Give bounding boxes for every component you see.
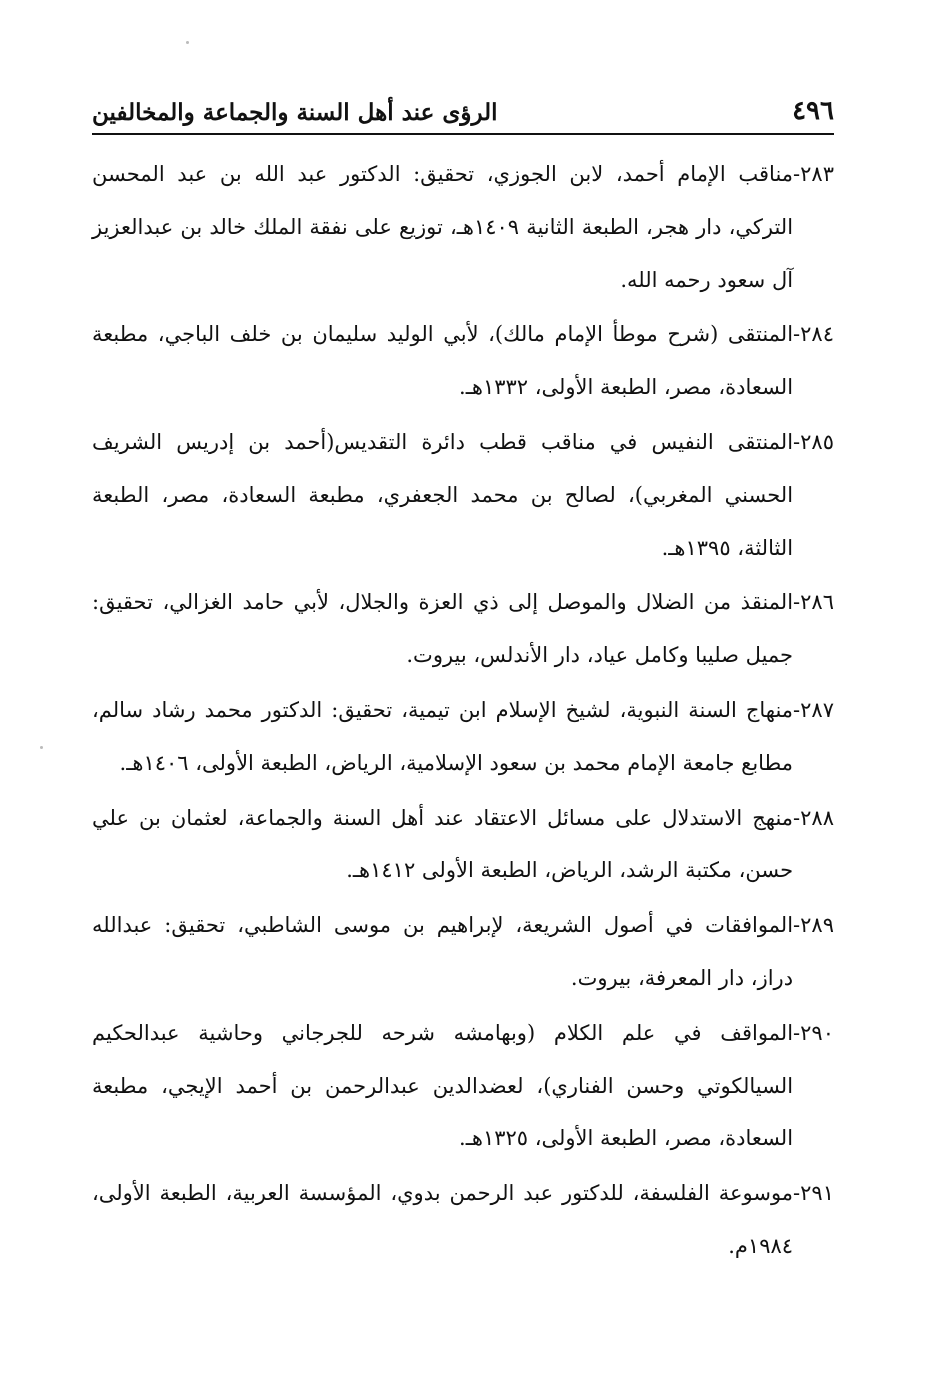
- scan-speck: [186, 41, 189, 44]
- bibliography-entry-288: [92, 792, 834, 898]
- entry-text: الموافقات في أصول الشريعة، لإبراهيم بن موسى الشاطبي، تحقيق: عبدالله دراز، دار المعرفة، بيروت.: [92, 913, 794, 990]
- entry-text: المنقذ من الضلال والموصل إلى ذي العزة والجلال، لأبي حامد الغزالي، تحقيق: جميل صليبا وكامل عياد، دار الأندلس، بيروت.: [92, 590, 794, 668]
- entry-number: ٢٨٦-: [793, 590, 834, 615]
- entry-number: ٢٨٥-: [793, 429, 834, 454]
- header-rule: [92, 133, 834, 135]
- bibliography-entry-285: [92, 416, 834, 574]
- entry-number: ٢٨٣-: [793, 162, 834, 186]
- entry-text: موسوعة الفلسفة، للدكتور عبد الرحمن بدوي، المؤسسة العربية، الطبعة الأولى، ١٩٨٤م.: [92, 1181, 794, 1258]
- bibliography-entry-287: [92, 684, 834, 790]
- running-title: الرؤى عند أهل السنة والجماعة والمخالفين: [92, 99, 498, 126]
- entry-text: المنتقى (شرح موطأ الإمام مالك)، لأبي الوليد سليمان بن خلف الباجي، مطبعة السعادة، مصر، الطبعة الأولى، ١٣٣٢هـ.: [92, 322, 794, 400]
- page-header: [92, 84, 834, 124]
- entry-number: ٢٩١-: [793, 1181, 834, 1206]
- page-number: ٤٩٦: [792, 96, 834, 126]
- bibliography-entry-291: [92, 1167, 834, 1273]
- entry-number: ٢٨٨-: [793, 805, 834, 830]
- bibliography-entry-284: [92, 308, 834, 414]
- bibliography-entry-289: [92, 899, 834, 1005]
- entry-text: منهج الاستدلال على مسائل الاعتقاد عند أهل السنة والجماعة، لعثمان بن علي حسن، مكتبة الرشد، الرياض، الطبعة الأولى ١٤١٢هـ.: [92, 805, 794, 883]
- entry-number: ٢٩٠-: [793, 1020, 834, 1045]
- entry-text: مناقب الإمام أحمد، لابن الجوزي، تحقيق: الدكتور عبد الله بن عبد المحسن التركي، دار هجر، الطبعة الثانية ١٤٠٩هـ، توزيع على نفقة الملك خالد بن عبدالعزيز آل سعود رحمه الله.: [92, 162, 794, 292]
- entry-text: المنتقى النفيس في مناقب قطب دائرة التقديس(أحمد بن إدريس الشريف الحسني المغربي)، لصالح بن محمد الجعفري، مطبعة السعادة، مصر، الطبعة الثالثة، ١٣٩٥هـ.: [92, 429, 794, 560]
- bibliography-entry-283: [92, 148, 834, 306]
- entry-number: ٢٨٤-: [793, 322, 834, 347]
- entry-number: ٢٨٧-: [793, 697, 834, 722]
- entry-number: ٢٨٩-: [793, 913, 834, 938]
- scan-speck: [40, 746, 43, 749]
- bibliography-entry-286: [92, 576, 834, 682]
- entry-text: المواقف في علم الكلام (وبهامشه شرحه للجرجاني وحاشية عبدالحكيم السيالكوتي وحسن الفناري)، لعضدالدين عبدالرحمن بن أحمد الإيجي، مطبعة السعادة، مصر، الطبعة الأولى، ١٣٢٥هـ.: [92, 1020, 794, 1151]
- entry-text: منهاج السنة النبوية، لشيخ الإسلام ابن تيمية، تحقيق: الدكتور محمد رشاد سالم، مطابع جامعة الإمام محمد بن سعود الإسلامية، الرياض، الطبعة الأولى، ١٤٠٦هـ.: [92, 697, 794, 775]
- bibliography-list: [92, 148, 834, 1275]
- bibliography-entry-290: [92, 1007, 834, 1165]
